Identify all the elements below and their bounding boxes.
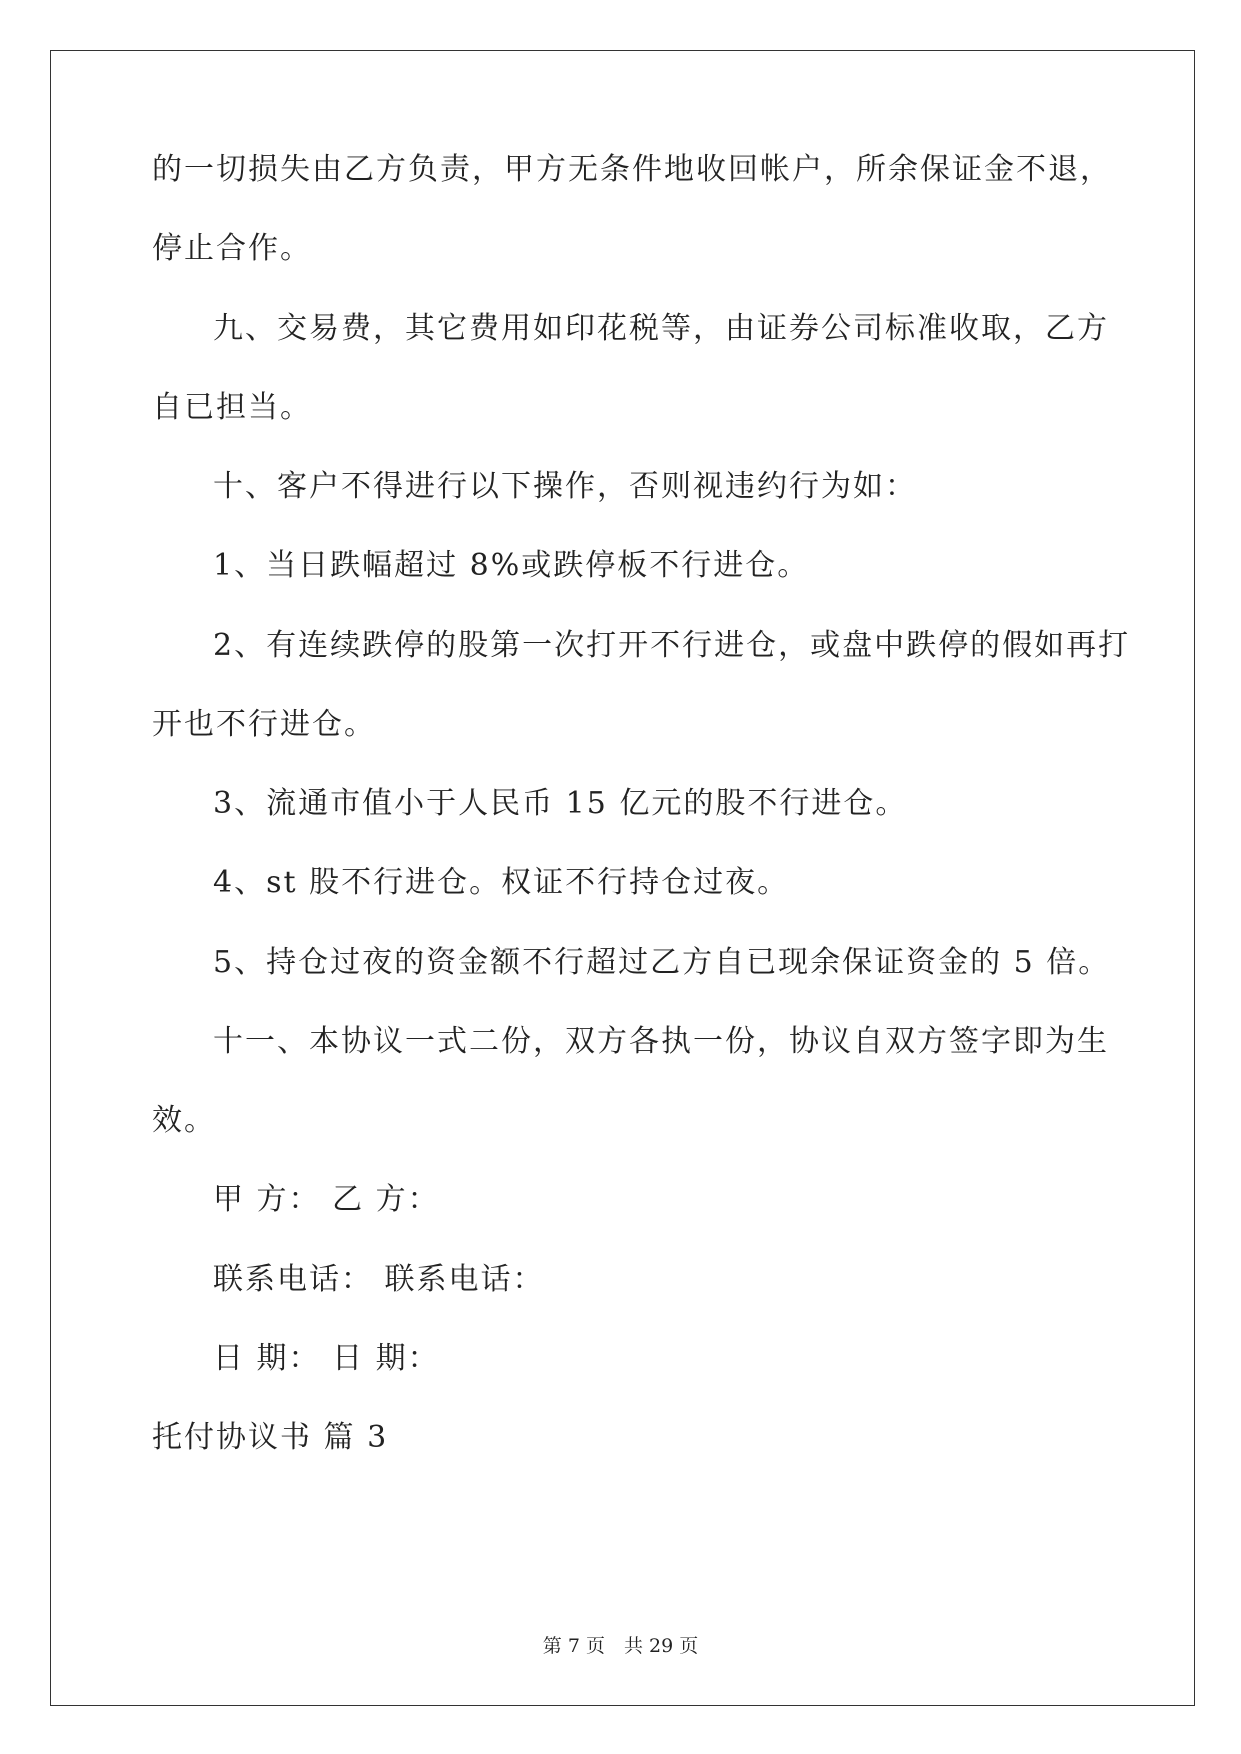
paragraph-line: 自已担当。 xyxy=(152,390,312,425)
page-indicator: 第 7 页 共 29 页 xyxy=(542,1635,699,1657)
paragraph-line: 2、有连续跌停的股第一次打开不行进仓，或盘中跌停的假如再打 xyxy=(213,628,1131,663)
paragraph-line: 的一切损失由乙方负责，甲方无条件地收回帐户，所余保证金不退， xyxy=(152,152,1112,187)
signature-date: 日 期： 日 期： xyxy=(213,1341,440,1376)
signature-phone: 联系电话： 联系电话： xyxy=(213,1262,545,1297)
paragraph-line: 1、当日跌幅超过 8%或跌停板不行进仓。 xyxy=(213,548,810,583)
paragraph-line: 停止合作。 xyxy=(152,231,312,266)
paragraph-line: 5、持仓过夜的资金额不行超过乙方自已现余保证资金的 5 倍。 xyxy=(213,945,1111,980)
paragraph-line: 九、交易费，其它费用如印花税等，由证券公司标准收取，乙方 xyxy=(213,311,1109,346)
signature-parties: 甲 方： 乙 方： xyxy=(213,1182,440,1217)
paragraph-line: 4、st 股不行进仓。权证不行持仓过夜。 xyxy=(213,865,790,900)
section-title: 托付协议书 篇 3 xyxy=(152,1420,389,1455)
paragraph-line: 开也不行进仓。 xyxy=(152,707,376,742)
paragraph-line: 效。 xyxy=(152,1103,216,1138)
paragraph-line: 十一、本协议一式二份，双方各执一份，协议自双方签字即为生 xyxy=(213,1024,1109,1059)
paragraph-line: 十、客户不得进行以下操作，否则视违约行为如： xyxy=(213,469,917,504)
paragraph-line: 3、流通市值小于人民币 15 亿元的股不行进仓。 xyxy=(213,786,908,821)
